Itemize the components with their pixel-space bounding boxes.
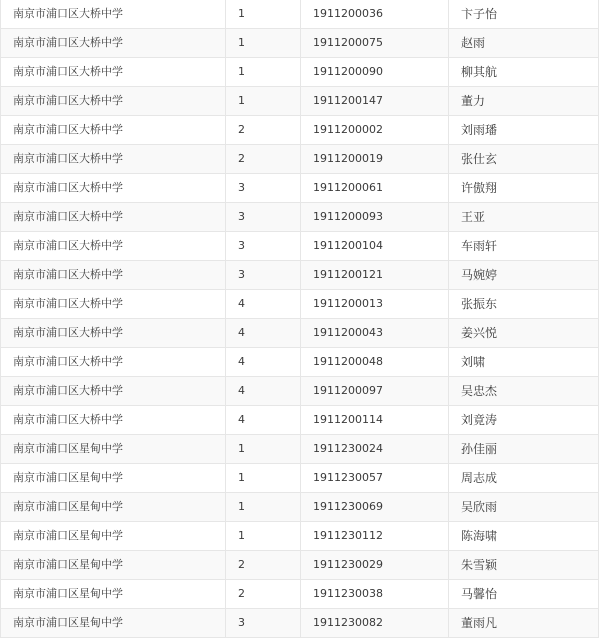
- class-cell: 1: [226, 58, 301, 87]
- student-id-cell: 1911200097: [301, 377, 449, 406]
- school-cell: 南京市浦口区大桥中学: [1, 203, 226, 232]
- table-row: [1, 493, 599, 522]
- class-cell: 4: [226, 319, 301, 348]
- table-row: [1, 203, 599, 232]
- student-id-cell: 1911200013: [301, 290, 449, 319]
- student-id-cell: 1911200036: [301, 0, 449, 29]
- table-row: [1, 0, 599, 29]
- student-id-cell: 1911200048: [301, 348, 449, 377]
- school-cell: 南京市浦口区星甸中学: [1, 493, 226, 522]
- table-row: [1, 348, 599, 377]
- class-cell: 1: [226, 87, 301, 116]
- table-row: [1, 29, 599, 58]
- student-name-cell: 吴欣雨: [449, 493, 599, 522]
- student-id-cell: 1911200019: [301, 145, 449, 174]
- student-id-cell: 1911230112: [301, 522, 449, 551]
- student-name-cell: 车雨轩: [449, 232, 599, 261]
- student-name-cell: 马婉婷: [449, 261, 599, 290]
- class-cell: 1: [226, 29, 301, 58]
- student-id-cell: 1911200090: [301, 58, 449, 87]
- class-cell: 2: [226, 551, 301, 580]
- table-row: [1, 406, 599, 435]
- table-row: [1, 609, 599, 638]
- school-cell: 南京市浦口区大桥中学: [1, 261, 226, 290]
- student-name-cell: 朱雪颖: [449, 551, 599, 580]
- student-id-cell: 1911230029: [301, 551, 449, 580]
- class-cell: 3: [226, 261, 301, 290]
- class-cell: 1: [226, 522, 301, 551]
- table-row: [1, 464, 599, 493]
- student-name-cell: 董力: [449, 87, 599, 116]
- class-cell: 3: [226, 609, 301, 638]
- student-name-cell: 刘雨璠: [449, 116, 599, 145]
- student-id-cell: 1911200002: [301, 116, 449, 145]
- student-name-cell: 董雨凡: [449, 609, 599, 638]
- student-id-cell: 1911200075: [301, 29, 449, 58]
- table-row: [1, 580, 599, 609]
- table-row: [1, 551, 599, 580]
- student-id-cell: 1911230024: [301, 435, 449, 464]
- class-cell: 2: [226, 580, 301, 609]
- table-row: [1, 319, 599, 348]
- student-id-cell: 1911200043: [301, 319, 449, 348]
- school-cell: 南京市浦口区大桥中学: [1, 0, 226, 29]
- table-row: [1, 174, 599, 203]
- class-cell: 4: [226, 348, 301, 377]
- class-cell: 4: [226, 377, 301, 406]
- class-cell: 2: [226, 116, 301, 145]
- table-row: [1, 87, 599, 116]
- student-name-cell: 王亚: [449, 203, 599, 232]
- school-cell: 南京市浦口区星甸中学: [1, 464, 226, 493]
- class-cell: 3: [226, 232, 301, 261]
- student-name-cell: 孙佳丽: [449, 435, 599, 464]
- table-row: [1, 145, 599, 174]
- student-name-cell: 张振东: [449, 290, 599, 319]
- student-id-cell: 1911200147: [301, 87, 449, 116]
- student-name-cell: 周志成: [449, 464, 599, 493]
- school-cell: 南京市浦口区大桥中学: [1, 87, 226, 116]
- school-cell: 南京市浦口区大桥中学: [1, 145, 226, 174]
- student-id-cell: 1911230038: [301, 580, 449, 609]
- school-cell: 南京市浦口区星甸中学: [1, 522, 226, 551]
- student-name-cell: 赵雨: [449, 29, 599, 58]
- class-cell: 1: [226, 493, 301, 522]
- table-row: [1, 290, 599, 319]
- school-cell: 南京市浦口区星甸中学: [1, 435, 226, 464]
- table-row: [1, 435, 599, 464]
- school-cell: 南京市浦口区大桥中学: [1, 58, 226, 87]
- school-cell: 南京市浦口区大桥中学: [1, 232, 226, 261]
- student-name-cell: 许傲翔: [449, 174, 599, 203]
- student-name-cell: 吴忠杰: [449, 377, 599, 406]
- class-cell: 4: [226, 406, 301, 435]
- table-row: [1, 261, 599, 290]
- student-name-cell: 刘竟涛: [449, 406, 599, 435]
- student-id-cell: 1911230069: [301, 493, 449, 522]
- table-row: [1, 232, 599, 261]
- student-name-cell: 马馨怡: [449, 580, 599, 609]
- school-cell: 南京市浦口区大桥中学: [1, 29, 226, 58]
- class-cell: 1: [226, 464, 301, 493]
- student-name-cell: 柳其航: [449, 58, 599, 87]
- student-id-cell: 1911200104: [301, 232, 449, 261]
- student-id-cell: 1911200061: [301, 174, 449, 203]
- student-name-cell: 刘啸: [449, 348, 599, 377]
- table-body: [1, 0, 599, 638]
- class-cell: 4: [226, 290, 301, 319]
- class-cell: 2: [226, 145, 301, 174]
- class-cell: 3: [226, 174, 301, 203]
- school-cell: 南京市浦口区星甸中学: [1, 551, 226, 580]
- school-cell: 南京市浦口区大桥中学: [1, 116, 226, 145]
- school-cell: 南京市浦口区大桥中学: [1, 319, 226, 348]
- student-id-cell: 1911230057: [301, 464, 449, 493]
- student-id-cell: 1911200093: [301, 203, 449, 232]
- student-name-cell: 卞子怡: [449, 0, 599, 29]
- student-id-cell: 1911230082: [301, 609, 449, 638]
- table-row: [1, 116, 599, 145]
- student-name-cell: 姜兴悦: [449, 319, 599, 348]
- student-id-cell: 1911200121: [301, 261, 449, 290]
- school-cell: 南京市浦口区大桥中学: [1, 377, 226, 406]
- student-id-cell: 1911200114: [301, 406, 449, 435]
- class-cell: 1: [226, 435, 301, 464]
- school-cell: 南京市浦口区大桥中学: [1, 290, 226, 319]
- student-name-cell: 陈海啸: [449, 522, 599, 551]
- school-cell: 南京市浦口区大桥中学: [1, 406, 226, 435]
- school-cell: 南京市浦口区星甸中学: [1, 609, 226, 638]
- school-cell: 南京市浦口区星甸中学: [1, 580, 226, 609]
- student-name-cell: 张仕玄: [449, 145, 599, 174]
- school-cell: 南京市浦口区大桥中学: [1, 348, 226, 377]
- school-cell: 南京市浦口区大桥中学: [1, 174, 226, 203]
- table-row: [1, 522, 599, 551]
- class-cell: 1: [226, 0, 301, 29]
- table-row: [1, 58, 599, 87]
- class-cell: 3: [226, 203, 301, 232]
- table-row: [1, 377, 599, 406]
